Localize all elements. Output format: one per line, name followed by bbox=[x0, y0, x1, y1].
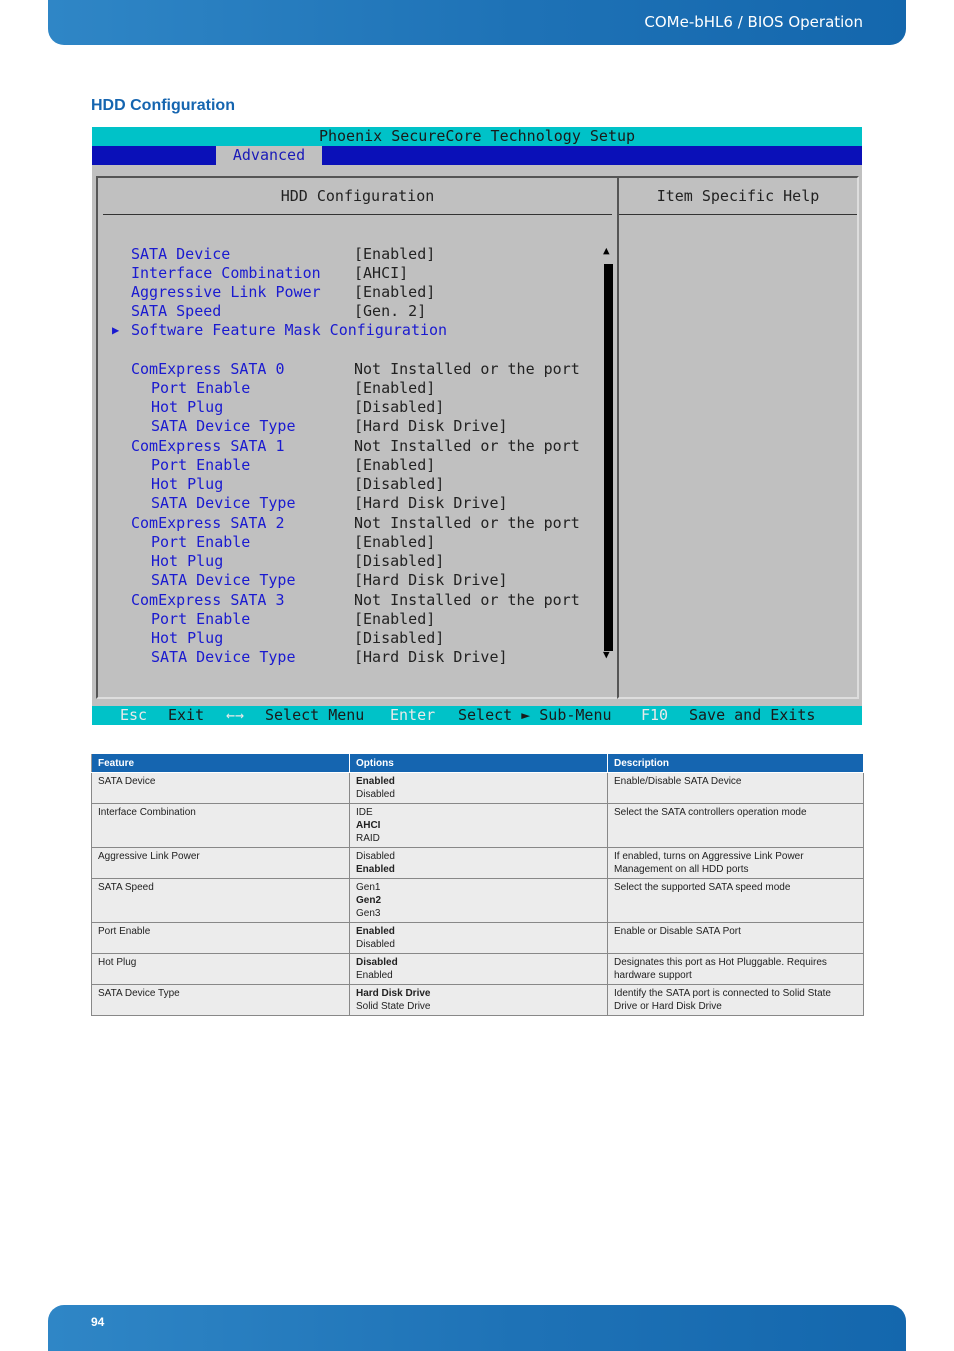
arrows-key-icon: ←→ bbox=[226, 706, 245, 724]
bios-item-label: SATA Device Type bbox=[151, 494, 296, 512]
submenu-arrow-icon: ▶ bbox=[112, 323, 120, 337]
bios-item-label: ComExpress SATA 2 bbox=[131, 514, 285, 532]
table-row bbox=[92, 848, 864, 879]
options-cell bbox=[350, 985, 608, 1016]
bios-item[interactable] bbox=[98, 629, 598, 648]
description-cell: Enable or Disable SATA Port bbox=[608, 923, 864, 954]
bios-item[interactable] bbox=[98, 398, 598, 417]
option-value: IDE bbox=[356, 807, 373, 818]
feature-cell: SATA Device Type bbox=[92, 985, 350, 1016]
option-value: Enabled bbox=[356, 926, 395, 937]
bios-item[interactable] bbox=[98, 533, 598, 552]
bios-item-value: [Disabled] bbox=[354, 629, 445, 647]
page-footer bbox=[48, 1305, 906, 1351]
scrollbar[interactable] bbox=[604, 264, 613, 651]
bios-item-value: [Hard Disk Drive] bbox=[354, 494, 508, 512]
bios-item-value: [Hard Disk Drive] bbox=[354, 417, 508, 435]
bios-help-panel bbox=[617, 176, 859, 699]
bios-item-value: [Enabled] bbox=[354, 245, 436, 263]
option-value: Gen1 bbox=[356, 882, 381, 893]
col-feature: Feature bbox=[92, 754, 350, 773]
section-title: HDD Configuration bbox=[91, 97, 235, 114]
help-divider bbox=[619, 214, 857, 215]
bios-item[interactable] bbox=[98, 494, 598, 513]
col-options: Options bbox=[350, 754, 608, 773]
bios-item-label: Hot Plug bbox=[151, 398, 224, 416]
bios-item-label: SATA Device bbox=[131, 245, 231, 263]
bios-item[interactable] bbox=[98, 610, 598, 629]
bios-item-value: Not Installed or the port bbox=[354, 514, 580, 532]
enter-text: Select ► Sub-Menu bbox=[458, 706, 612, 724]
bios-item[interactable] bbox=[98, 475, 598, 494]
col-description: Description bbox=[608, 754, 864, 773]
bios-item-value: [Disabled] bbox=[354, 475, 445, 493]
option-value: Gen2 bbox=[356, 895, 382, 906]
bios-item-label: ComExpress SATA 1 bbox=[131, 437, 285, 455]
bios-item-value: [Enabled] bbox=[354, 610, 436, 628]
bios-item-value: [Gen. 2] bbox=[354, 302, 427, 320]
bios-item[interactable] bbox=[98, 360, 598, 379]
bios-item-label: Hot Plug bbox=[151, 475, 224, 493]
bios-item-label: Port Enable bbox=[151, 610, 251, 628]
option-value: Gen3 bbox=[356, 908, 381, 919]
option-value: Disabled bbox=[356, 789, 395, 800]
description-cell: Designates this port as Hot Pluggable. Requires hardware support bbox=[608, 954, 864, 985]
bios-item[interactable] bbox=[98, 283, 598, 302]
table-row bbox=[92, 954, 864, 985]
bios-item[interactable] bbox=[98, 379, 598, 398]
bios-item[interactable] bbox=[98, 302, 598, 321]
bios-item-value: Not Installed or the port bbox=[354, 360, 580, 378]
bios-item-label: ComExpress SATA 3 bbox=[131, 591, 285, 609]
bios-item[interactable] bbox=[98, 245, 598, 264]
bios-main-panel bbox=[96, 176, 619, 699]
bios-item[interactable] bbox=[98, 456, 598, 475]
bios-item-value: [AHCI] bbox=[354, 264, 409, 282]
bios-item[interactable] bbox=[98, 437, 598, 456]
tab-advanced[interactable]: Advanced bbox=[216, 146, 322, 165]
bios-item[interactable] bbox=[98, 514, 598, 533]
panel-title: HDD Configuration bbox=[280, 187, 435, 205]
description-cell: Select the SATA controllers operation mode bbox=[608, 804, 864, 848]
bios-item[interactable] bbox=[98, 321, 598, 340]
option-value: Disabled bbox=[356, 957, 398, 968]
bios-item-label: Hot Plug bbox=[151, 552, 224, 570]
table-row bbox=[92, 985, 864, 1016]
scroll-down-icon[interactable]: ▼ bbox=[603, 648, 610, 661]
option-value: Hard Disk Drive bbox=[356, 988, 431, 999]
description-cell: Identify the SATA port is connected to Solid State Drive or Hard Disk Drive bbox=[608, 985, 864, 1016]
esc-text: Exit bbox=[168, 706, 205, 724]
bios-item-value: [Enabled] bbox=[354, 283, 436, 301]
bios-screenshot bbox=[92, 127, 862, 725]
bios-item-value: [Enabled] bbox=[354, 379, 436, 397]
bios-item-value: [Hard Disk Drive] bbox=[354, 571, 508, 589]
table-row bbox=[92, 879, 864, 923]
bios-item-label: Port Enable bbox=[151, 379, 251, 397]
bios-item-label: Aggressive Link Power bbox=[131, 283, 321, 301]
bios-item-value: [Enabled] bbox=[354, 533, 436, 551]
bios-item-label: Hot Plug bbox=[151, 629, 224, 647]
bios-title: Phoenix SecureCore Technology Setup bbox=[92, 127, 862, 146]
table-row bbox=[92, 804, 864, 848]
enter-key: Enter bbox=[390, 706, 436, 724]
esc-key: Esc bbox=[120, 706, 148, 724]
bios-item-label: Port Enable bbox=[151, 456, 251, 474]
feature-cell: Hot Plug bbox=[92, 954, 350, 985]
bios-item[interactable] bbox=[98, 552, 598, 571]
bios-item[interactable] bbox=[98, 264, 598, 283]
description-cell: If enabled, turns on Aggressive Link Power Management on all HDD ports bbox=[608, 848, 864, 879]
bios-status-bar bbox=[92, 706, 862, 725]
table-row bbox=[92, 923, 864, 954]
scroll-up-icon[interactable]: ▲ bbox=[603, 244, 610, 257]
bios-item-label: Software Feature Mask Configuration bbox=[131, 321, 448, 339]
bios-item-label: Port Enable bbox=[151, 533, 251, 551]
option-value: Disabled bbox=[356, 939, 395, 950]
help-title: Item Specific Help bbox=[656, 187, 820, 205]
option-value: Enabled bbox=[356, 970, 393, 981]
f10-text: Save and Exits bbox=[689, 706, 816, 724]
bios-item-label: Interface Combination bbox=[131, 264, 321, 282]
options-cell bbox=[350, 879, 608, 923]
description-cell: Select the supported SATA speed mode bbox=[608, 879, 864, 923]
bios-item-value: Not Installed or the port bbox=[354, 591, 580, 609]
bios-item-value: Not Installed or the port bbox=[354, 437, 580, 455]
bios-item[interactable] bbox=[98, 591, 598, 610]
page-number: 94 bbox=[91, 1315, 105, 1329]
arrows-text: Select Menu bbox=[265, 706, 365, 724]
bios-item-value: [Enabled] bbox=[354, 456, 436, 474]
options-cell bbox=[350, 923, 608, 954]
bios-item[interactable] bbox=[98, 648, 598, 667]
bios-item-value: [Disabled] bbox=[354, 398, 445, 416]
table-body bbox=[92, 773, 864, 1016]
option-value: Solid State Drive bbox=[356, 1001, 431, 1012]
option-value: RAID bbox=[356, 833, 380, 844]
description-cell: Enable/Disable SATA Device bbox=[608, 773, 864, 804]
table-row bbox=[92, 773, 864, 804]
options-cell bbox=[350, 954, 608, 985]
bios-item-label: SATA Device Type bbox=[151, 417, 296, 435]
option-value: AHCI bbox=[356, 820, 381, 831]
options-cell bbox=[350, 848, 608, 879]
bios-item-label: ComExpress SATA 0 bbox=[131, 360, 285, 378]
bios-item-value: [Hard Disk Drive] bbox=[354, 648, 508, 666]
feature-cell: SATA Speed bbox=[92, 879, 350, 923]
table-header-row bbox=[92, 754, 864, 773]
feature-cell: Interface Combination bbox=[92, 804, 350, 848]
feature-cell: Aggressive Link Power bbox=[92, 848, 350, 879]
f10-key: F10 bbox=[641, 706, 669, 724]
feature-cell: Port Enable bbox=[92, 923, 350, 954]
option-value: Disabled bbox=[356, 851, 395, 862]
bios-menubar bbox=[92, 146, 862, 165]
feature-cell: SATA Device bbox=[92, 773, 350, 804]
header-title: COMe-bHL6 / BIOS Operation bbox=[644, 13, 863, 31]
page-header bbox=[48, 0, 906, 45]
bios-item[interactable] bbox=[98, 571, 598, 590]
bios-item[interactable] bbox=[98, 417, 598, 436]
option-value: Enabled bbox=[356, 776, 395, 787]
option-value: Enabled bbox=[356, 864, 395, 875]
bios-item-label: SATA Speed bbox=[131, 302, 222, 320]
feature-table bbox=[91, 753, 864, 1016]
bios-item-value: [Disabled] bbox=[354, 552, 445, 570]
bios-item-label: SATA Device Type bbox=[151, 571, 296, 589]
panel-divider bbox=[103, 214, 612, 215]
options-cell bbox=[350, 804, 608, 848]
bios-item-label: SATA Device Type bbox=[151, 648, 296, 666]
options-cell bbox=[350, 773, 608, 804]
